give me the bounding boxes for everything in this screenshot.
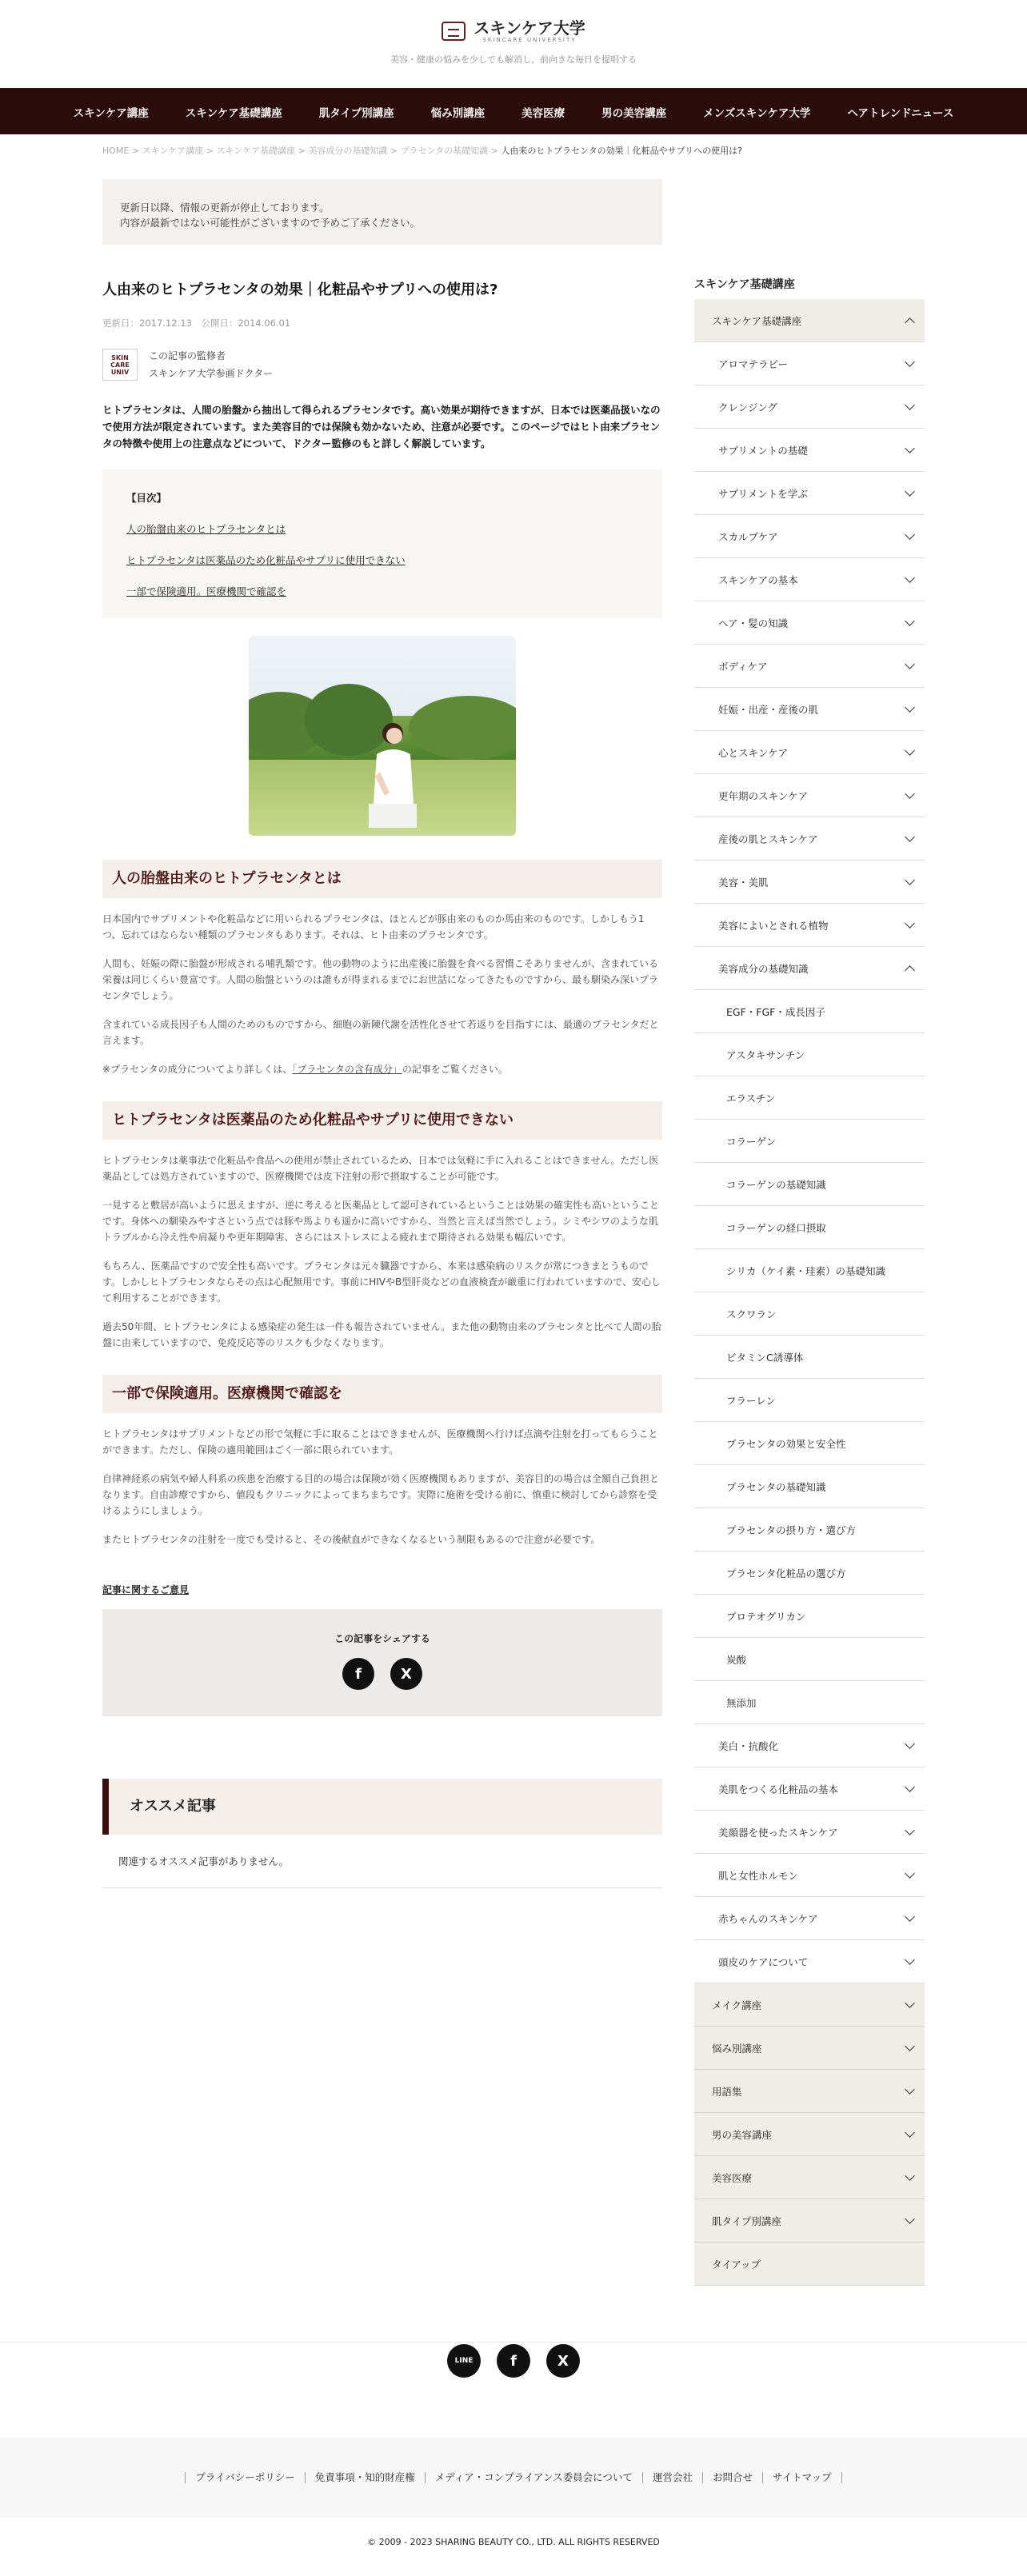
sidebar-item-label: メイク講座 [712,1999,762,2011]
sidebar-item[interactable] [694,385,925,429]
article-opinion-link[interactable]: 記事に関するご意見 [102,1584,190,1596]
sidebar-subitem[interactable] [694,1552,925,1595]
recommend-empty-message: 関連するオススメ記事がありません。 [102,1835,662,1888]
sidebar-item-label: 男の美容講座 [712,2128,773,2141]
sidebar-item-label: 無添加 [726,1696,757,1709]
sidebar-item-label: プラセンタの効果と安全性 [726,1437,846,1450]
sidebar-item-label: スキンケア基礎講座 [712,314,802,327]
chevron-down-icon[interactable] [905,659,915,669]
chevron-up-icon[interactable] [905,318,915,328]
share-box [102,1609,662,1716]
sidebar-subitem[interactable] [694,1206,925,1249]
sidebar-item[interactable] [694,774,925,817]
tagline: 美容・健康の悩みを少しでも解消し、前向きな毎日を提唱する [390,54,637,65]
sidebar-item-label: 更年期のスキンケア [718,789,809,802]
sidebar-item-label: コラーゲンの基礎知識 [726,1178,826,1191]
toc-link-2[interactable]: ヒトプラセンタは医薬品のため化粧品やサプリに使用できない [126,554,406,566]
breadcrumb-separator: > [387,146,401,156]
section-2-para: 過去50年間、ヒトプラセンタによる感染症の発生は一件も報告されていません。また他の動物由来のプラセンタと比べて人間の胎盤に由来していますので、免疫反応等のリスクも少なくなります。 [102,1321,661,1348]
breadcrumb-link[interactable]: プラセンタの基礎知識 [400,146,489,156]
sidebar-item[interactable] [694,558,925,601]
section-3 [102,1375,662,1548]
woman-figure [369,716,417,836]
sidebar-item-label: 肌と女性ホルモン [718,1869,799,1882]
sidebar-item[interactable] [694,429,925,472]
sidebar-subitem[interactable] [694,1681,925,1724]
x-share-icon[interactable]: X [390,1658,422,1690]
sidebar-subitem[interactable] [694,1033,925,1076]
chevron-down-icon[interactable] [905,918,915,929]
sidebar-item[interactable] [694,472,925,515]
section-1-heading: 人の胎盤由来のヒトプラセンタとは [102,860,662,898]
sidebar-item-label: 頭皮のケアについて [718,1955,809,1968]
sidebar-subitem[interactable] [694,1120,925,1163]
footer-link[interactable]: お問合せ [702,2472,762,2483]
sidebar-subitem[interactable] [694,1336,925,1379]
sidebar-subitem[interactable] [694,1638,925,1681]
sidebar-item-label: アスタキサンチン [726,1048,805,1061]
note-suffix: の記事をご覧ください。 [402,1064,508,1075]
sidebar-category[interactable] [694,2113,925,2156]
sidebar-item-label: フラーレン [726,1394,776,1407]
facebook-share-icon[interactable]: f [342,1658,374,1690]
global-nav [0,88,1027,134]
chevron-down-icon[interactable] [905,702,915,713]
sidebar-subitem[interactable] [694,1508,925,1552]
sidebar-category[interactable] [694,2070,925,2113]
article-lead: ヒトプラセンタは、人間の胎盤から抽出して得られるプラセンタです。高い効果が期待できますが、日本では医薬品扱いなので使用方法が限定されています。また美容目的では保険も効かないため、注意が必要です。このページではヒト由来プラセンタの特徴や使用上の注意点などについて、ドクター監修のもと詳しく解説しています。 [102,404,661,449]
sidebar-item-label: シリカ（ケイ素・珪素）の基礎知識 [726,1264,886,1277]
sidebar-item[interactable] [694,1940,925,1983]
nav-item[interactable]: 男の美容講座 [601,107,667,120]
section-3-heading: 一部で保険適用。医療機関で確認を [102,1375,662,1413]
sidebar-item-label: スカルプケア [718,530,778,543]
sidebar-item[interactable] [694,601,925,645]
section-3-para: ヒトプラセンタはサプリメントなどの形で気軽に手に取ることはできませんが、医療機関へ行けば点滴や注射を打ってもらうことができます。ただし、保険の適用範囲はごく一部に限られています。 [102,1428,658,1456]
chevron-down-icon[interactable] [905,1868,915,1879]
author-label: この記事の監修者 [149,350,226,361]
sidebar-item-label: 赤ちゃんのスキンケア [718,1912,818,1925]
author-logo: SKIN CARE UNIV [102,349,138,381]
sidebar-item[interactable] [694,1767,925,1811]
sidebar-subitem[interactable] [694,1422,925,1465]
sidebar-item-label: プラセンタの摂り方・選び方 [726,1524,857,1536]
breadcrumb-separator: > [295,146,309,156]
sidebar-item-label: プロテオグリカン [726,1610,806,1623]
chevron-down-icon[interactable] [905,1782,915,1792]
chevron-down-icon[interactable] [905,789,915,799]
section-1-para: 含まれている成長因子も人間のためのものですから、細胞の新陳代謝を活性化させて若返りを目指すには、最適のプラセンタだと言えます。 [102,1019,659,1046]
nav-item[interactable]: ヘアトレンドニュース [847,107,954,120]
line-share-icon[interactable]: LINE [447,2344,481,2378]
section-3-para: 自律神経系の病気や婦人科系の疾患を治療する目的の場合は保険が効く医療機関もありますが、美容目的の場合は全額自己負担となります。自由診療ですから、値段もクリニックによってまちまちです。実際に施術を受ける前に、慎重に検討してから診察を受けるようにしましょう。 [102,1473,660,1516]
article-dates: 更新日：2017.12.13 公開日：2014.06.01 [102,318,291,329]
sidebar-item[interactable] [694,688,925,731]
sidebar-item[interactable] [694,731,925,774]
sidebar-item[interactable] [694,904,925,947]
sidebar-item-label: プラセンタの基礎知識 [726,1480,826,1493]
sidebar-subitem[interactable] [694,1595,925,1638]
sidebar-item-label: 産後の肌とスキンケア [718,833,818,845]
sidebar-item-label: 美容・美肌 [718,876,769,889]
sidebar-item[interactable] [694,1897,925,1940]
update-notice [102,179,662,245]
sidebar-item-label: EGF・FGF・成長因子 [726,1005,825,1018]
section-1 [102,860,662,1077]
author-name: スキンケア大学参画ドクター [149,368,274,379]
chevron-down-icon[interactable] [905,616,915,626]
breadcrumb-current: 人由来のヒトプラセンタの効果｜化粧品やサプリへの使用は? [501,146,743,156]
x-share-icon[interactable]: X [546,2344,580,2378]
sidebar-item-label: アロマテラピー [718,357,789,370]
sidebar-item-label: ビタミンC誘導体 [726,1351,804,1364]
chevron-down-icon[interactable] [905,486,915,497]
table-of-contents [102,469,662,618]
chevron-down-icon[interactable] [905,745,915,756]
toc-link-3[interactable]: 一部で保険適用。医療機関で確認を [126,585,287,597]
breadcrumb-separator: > [129,146,142,156]
chevron-down-icon[interactable] [905,832,915,842]
sidebar-item-label: 美顔器を使ったスキンケア [718,1826,838,1839]
chevron-up-icon[interactable] [905,965,915,976]
section-2-para: 一見すると敷居が高いように思えますが、逆に考えると医薬品として認可されているということは効果の確実性も高いということです。身体への馴染みやすさという点では豚や馬よりも遥かに高いですから、当然と言えば当然でしょう。シミやシワのような肌トラブルから冷え性や肩凝りや更年期障害、さらにはストレスによる疲れまで期待される効果も幅広いです。 [102,1200,660,1243]
section-2-para: もちろん、医薬品ですので安全性も高いです。プラセンタは元々臓器ですから、本来は感染病のリスクが常につきまとうものです。しかしヒトプラセンタならその点は心配無用です。事前にHIVやB型肝炎などの血液検査が厳重に行われていますので、安心して利用することができます。 [102,1260,661,1304]
toc-title: 【目次】 [126,492,167,504]
sidebar-item-label: サプリメントの基礎 [718,444,808,457]
sidebar-item-label: 美容医療 [712,2171,753,2184]
toc-link-1[interactable]: 人の胎盤由来のヒトプラセンタとは [126,523,286,535]
sidebar-item-label: ヘア・髪の知識 [718,617,789,629]
sidebar-item[interactable] [694,1724,925,1767]
chevron-down-icon[interactable] [905,400,915,410]
sidebar-item-label: ボディケア [718,660,768,673]
logo-mark-icon [442,22,466,41]
section-1-note [102,1061,662,1077]
share-title: この記事をシェアする [334,1633,430,1644]
sidebar-item[interactable] [694,515,925,558]
breadcrumb-link[interactable]: スキンケア基礎講座 [216,146,296,156]
breadcrumb-separator: > [203,146,217,156]
sidebar-subitem[interactable] [694,1076,925,1120]
chevron-down-icon[interactable] [905,357,915,367]
sidebar-item-open-sub[interactable] [694,947,925,990]
nav-item[interactable]: スキンケア講座 [73,107,149,120]
nav-item[interactable]: メンズスキンケア大学 [703,107,811,120]
sidebar-item-label: スキンケアの基本 [718,573,798,586]
sidebar-category[interactable] [694,1983,925,2027]
chevron-down-icon[interactable] [905,529,915,540]
sidebar-item[interactable] [694,861,925,904]
recommend-heading: オススメ記事 [102,1779,662,1835]
section-2 [102,1101,662,1351]
chevron-down-icon[interactable] [905,443,915,453]
chevron-down-icon[interactable] [905,2214,915,2224]
sidebar-subitem[interactable] [694,1249,925,1292]
section-2-heading: ヒトプラセンタは医薬品のため化粧品やサプリに使用できない [102,1101,662,1140]
notice-line1: 更新日以降、情報の更新が停止しております。 [120,202,330,214]
chevron-down-icon[interactable] [905,1739,915,1749]
sidebar-item-label: 悩み別講座 [712,2042,762,2055]
sidebar-list [694,299,925,2286]
placenta-components-link[interactable]: 「プラセンタの含有成分」 [292,1064,402,1075]
section-1-para: 人間も、妊娠の際に胎盤が形成される哺乳類です。他の動物のように出産後に胎盤を食べる習慣こそありませんが、含まれている栄養は同じくらい豊富です。人間の胎盤というのは誰もが得まれるまでにお世話になってきたものですから、最も馴染み深いプラセンタでしょう。 [102,958,659,1001]
main-column [102,179,662,1888]
chevron-down-icon[interactable] [905,1955,915,1965]
sidebar-item-label: スクワラン [726,1308,777,1320]
chevron-down-icon[interactable] [905,2084,915,2095]
site-header [0,0,1027,88]
chevron-down-icon[interactable] [905,1825,915,1835]
sidebar-item[interactable] [694,1811,925,1854]
breadcrumb-link[interactable]: HOME [102,146,130,156]
sidebar-subitem[interactable] [694,1292,925,1336]
chevron-down-icon[interactable] [905,2041,915,2051]
sidebar-item-label: タイアップ [712,2258,761,2270]
sidebar-item-label: クレンジング [718,401,777,413]
chevron-down-icon[interactable] [905,2171,915,2181]
sidebar-item-label: 用語集 [712,2085,742,2098]
breadcrumb-separator: > [488,146,502,156]
sidebar-item-label: エラスチン [726,1092,776,1104]
sidebar-item[interactable] [694,1854,925,1897]
footer-links [0,2438,1027,2518]
footer-link[interactable]: メディア・コンプライアンス委員会について [425,2472,642,2483]
breadcrumb-link[interactable]: スキンケア講座 [142,146,204,156]
chevron-down-icon[interactable] [905,1911,915,1922]
chevron-down-icon[interactable] [905,573,915,583]
facebook-share-icon[interactable]: f [497,2344,530,2378]
chevron-down-icon[interactable] [905,2127,915,2138]
sidebar-item[interactable] [694,817,925,861]
breadcrumb [102,144,742,157]
footer-share [0,2344,1027,2378]
sidebar-item-label: コラーゲン [726,1135,777,1148]
author-box [102,347,662,382]
sidebar-category[interactable] [694,2027,925,2070]
article-hero-image [249,636,516,836]
sidebar-item-label: 美容成分の基礎知識 [718,962,809,975]
nav-item[interactable]: 美容医療 [521,107,565,120]
article-title: 人由来のヒトプラセンタの効果｜化粧品やサプリへの使用は? [102,282,498,298]
sidebar-item-label: 炭酸 [726,1653,747,1666]
copyright: © 2009 - 2023 SHARING BEAUTY CO., LTD. ALL RIGHTS RESERVED [367,2537,660,2547]
note-prefix: ※プラセンタの成分についてより詳しくは、 [102,1064,293,1075]
logo-sub: SKINCARE UNIVERSITY [482,37,577,43]
sidebar-subitem[interactable] [694,1465,925,1508]
chevron-down-icon[interactable] [905,875,915,885]
sidebar-category[interactable] [694,2243,925,2286]
sidebar-category[interactable] [694,2156,925,2199]
sidebar-subitem[interactable] [694,990,925,1033]
sidebar-item[interactable] [694,342,925,385]
nav-item[interactable]: 肌タイプ別講座 [318,107,394,120]
breadcrumb-link[interactable]: 美容成分の基礎知識 [308,146,388,156]
chevron-down-icon[interactable] [905,1998,915,2008]
sidebar-item-label: 美肌をつくる化粧品の基本 [718,1783,839,1795]
sidebar [694,270,925,2286]
sidebar-title: スキンケア基礎講座 [694,278,795,291]
sidebar-item-label: 美容によいとされる植物 [718,919,829,932]
section-2-para: ヒトプラセンタは薬事法で化粧品や食品への使用が禁止されているため、日本では気軽に手に入れることはできません。ただし医薬品としては処方されていますので、医療機関では皮下注射の形で摂取することが可能です。 [102,1155,659,1182]
notice-line2: 内容が最新ではない可能性がございますので予めご了承ください。 [120,217,421,229]
sidebar-item-label: 肌タイプ別講座 [712,2215,781,2227]
footer-link[interactable]: プライバシーポリシー [185,2472,304,2483]
nav-item[interactable]: スキンケア基礎講座 [185,107,282,120]
sidebar-item-label: プラセンタ化粧品の選び方 [726,1567,846,1580]
sidebar-item-label: サプリメントを学ぶ [718,487,808,500]
sidebar-item-label: コラーゲンの経口摂取 [726,1221,826,1234]
sidebar-item-label: 心とスキンケア [718,746,789,759]
sidebar-item-label: 妊娠・出産・産後の肌 [718,703,819,716]
footer-link[interactable]: 免責事項・知的財産権 [305,2472,425,2483]
site-logo[interactable] [0,19,1027,43]
sidebar-item-open[interactable] [694,299,925,342]
sidebar-subitem[interactable] [694,1163,925,1206]
footer-link[interactable]: サイトマップ [762,2472,842,2483]
footer-link[interactable]: 運営会社 [642,2472,702,2483]
section-3-para: またヒトプラセンタの注射を一度でも受けると、その後献血ができなくなるという制限もあるので注意が必要です。 [102,1534,601,1545]
sidebar-item-label: 美白・抗酸化 [718,1739,779,1752]
sidebar-subitem[interactable] [694,1379,925,1422]
section-1-para: 日本国内でサプリメントや化粧品などに用いられるプラセンタは、ほとんどが豚由来のものか馬由来のものです。しかしもう1つ、忘れてはならない種類のプラセンタもあります。それは、ヒト由来のプラセンタです。 [102,913,645,941]
nav-item[interactable]: 悩み別講座 [430,107,486,120]
sidebar-item[interactable] [694,645,925,688]
logo-text: スキンケア大学 [474,18,585,38]
sidebar-category[interactable] [694,2199,925,2243]
